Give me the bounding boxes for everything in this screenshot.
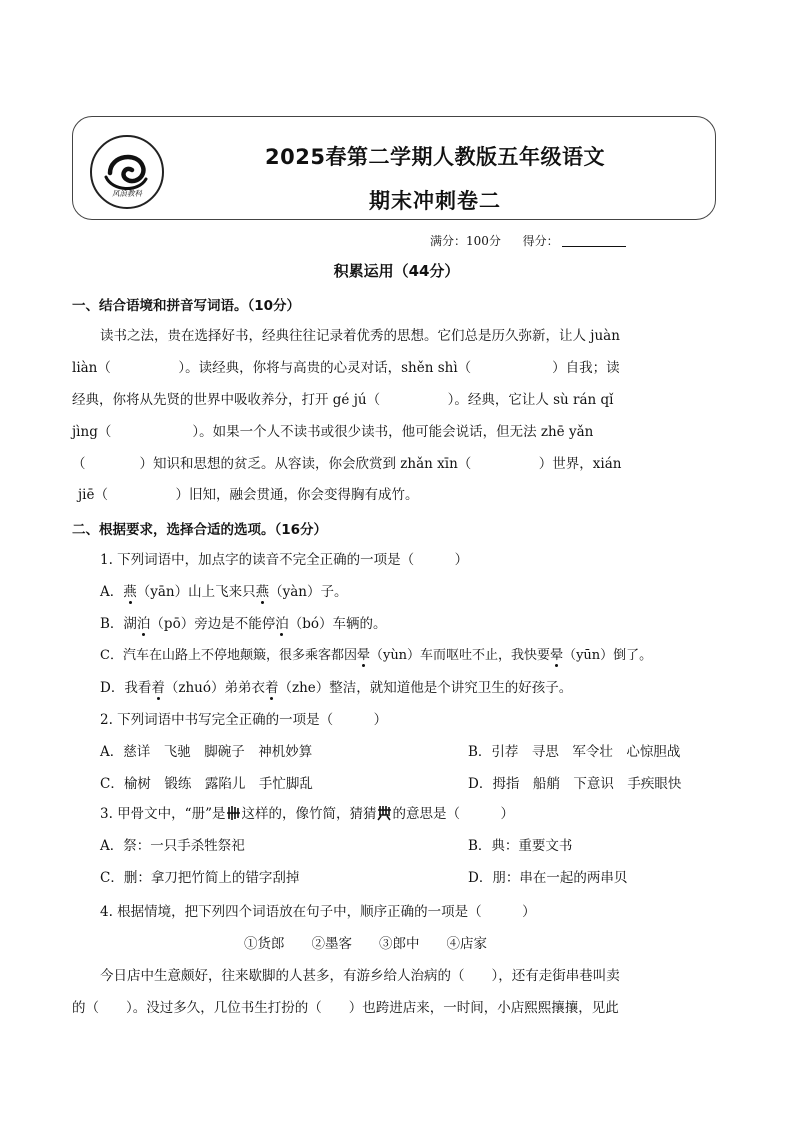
q3-stem-text: 3. 甲骨文中，“册”是 (100, 806, 226, 822)
passage-line: jìng（ ）。如果一个人不读书或很少读书，他可能会说话，但无法 zhē yǎn (72, 424, 594, 440)
q4-stem: 4. 根据情境，把下列四个词语放在句子中，顺序正确的一项是（ ） (100, 904, 536, 920)
passage-line: liàn（ ）。读经典，你将与高贵的心灵对话，shěn shì（ ）自我；读 (72, 360, 620, 376)
dotted-char: 燕 (255, 584, 270, 600)
passage-line: 读书之法，贵在选择好书，经典往往记录着优秀的思想。它们总是历久弥新，让人 juàn (100, 328, 620, 344)
q1-option-c[interactable] (100, 646, 652, 666)
q4-passage-line: 今日店中生意颇好，往来歇脚的人甚多，有游乡给人治病的（ ），还有走街串巷叫卖 (100, 968, 620, 984)
q3-option-d[interactable]: D．朋：串在一起的两串贝 (468, 870, 628, 886)
q3-stem (100, 804, 514, 824)
passage-line: （ ）知识和思想的贫乏。从容读，你会欣赏到 zhǎn xīn（ ）世界，xián (72, 456, 622, 472)
dotted-char: 泊 (275, 616, 289, 632)
option-text: （zhe）整洁，就知道他是个讲究卫生的好孩子。 (278, 680, 573, 696)
score-label: 得分： (522, 234, 559, 248)
passage-line: 经典，你将从先贤的世界中吸收养分，打开 gé jú（ ）。经典，它让人 sù rán qǐ (72, 392, 614, 408)
dotted-char: 着 (151, 680, 165, 696)
q3-stem-text: 这样的，像竹简，猜猜 (241, 806, 377, 822)
dotted-char: 燕 (123, 584, 137, 600)
passage-line: jiē（ ）旧知，融会贯通，你会变得胸有成竹。 (78, 487, 419, 503)
q1-option-a[interactable] (100, 582, 348, 602)
q3-row1 (100, 836, 720, 856)
q3-option-b[interactable]: B．典：重要文书 (468, 838, 573, 854)
option-text: （yān）山上飞来只 (136, 584, 256, 600)
option-text: A． (100, 584, 124, 600)
option-text: （yūn）倒了。 (563, 648, 653, 663)
q4-passage-line: 的（ ）。没过多久，几位书生打扮的（ ）也跨进店来，一时间，小店熙熙攘攘，见此 (72, 1000, 619, 1016)
option-text: C．汽车在山路上不停地颠簸，很多乘客都因 (100, 648, 357, 663)
q1-option-b[interactable] (100, 614, 386, 634)
q1-stem: 1. 下列词语中，加点字的读音不完全正确的一项是（ ） (100, 552, 469, 568)
option-text: （pō）旁边是不能停 (150, 616, 276, 632)
q3-row2 (100, 868, 720, 888)
dotted-char: 晕 (550, 648, 564, 663)
q2-option-b[interactable]: B．引荐 寻思 军令壮 心惊胆战 (468, 744, 681, 760)
dotted-char: 泊 (136, 616, 151, 632)
q2-option-a[interactable]: A．慈详 飞驰 脚碗子 神机妙算 (100, 744, 313, 760)
dotted-char: 晕 (356, 648, 370, 663)
option-text: （bó）车辆的。 (288, 616, 387, 632)
option-text: D．我看 (100, 680, 152, 696)
section-title: 积累运用（44分） (333, 262, 460, 280)
q2-row1 (100, 742, 720, 762)
q4-word-options: ①货郎 ②墨客 ③郎中 ④店家 (244, 936, 487, 952)
option-text: （yùn）车而呕吐不止，我快要 (369, 648, 551, 663)
q2-stem: 2. 下列词语中书写完全正确的一项是（ ） (100, 712, 388, 728)
q3-option-c[interactable]: C．删：拿刀把竹简上的错字刮掉 (100, 870, 300, 886)
q3-stem-text: 的意思是（ ） (392, 806, 514, 822)
full-score-label: 满分：100分 (430, 234, 501, 248)
exam-subtitle: 期末冲刺卷二 (369, 189, 501, 213)
oracle-dian-glyph-icon (376, 805, 392, 821)
score-blank[interactable] (562, 234, 626, 247)
q2-option-c[interactable]: C．榆树 锻练 露陷儿 手忙脚乱 (100, 776, 313, 792)
option-text: （zhuó）弟弟衣 (164, 680, 265, 696)
exam-title: 2025春第二学期人教版五年级语文 (265, 145, 605, 169)
option-text: B．湖 (100, 616, 137, 632)
oracle-ce-glyph-icon (225, 805, 241, 821)
q3-option-a[interactable]: A．祭：一只手杀牲祭祀 (100, 838, 245, 854)
option-text: （yàn）子。 (269, 584, 348, 600)
score-line (430, 232, 626, 249)
q1-option-d[interactable] (100, 678, 572, 698)
part2-heading: 二、根据要求，选择合适的选项。（16分） (72, 522, 328, 538)
q2-row2 (100, 774, 720, 794)
publisher-logo (88, 133, 166, 211)
part1-heading: 一、结合语境和拼音写词语。（10分） (72, 298, 301, 314)
dotted-char: 着 (264, 680, 279, 696)
q2-option-d[interactable]: D．拇指 船艄 下意识 手疾眼快 (468, 776, 682, 792)
logo-text: 风浪教科 (112, 189, 142, 198)
